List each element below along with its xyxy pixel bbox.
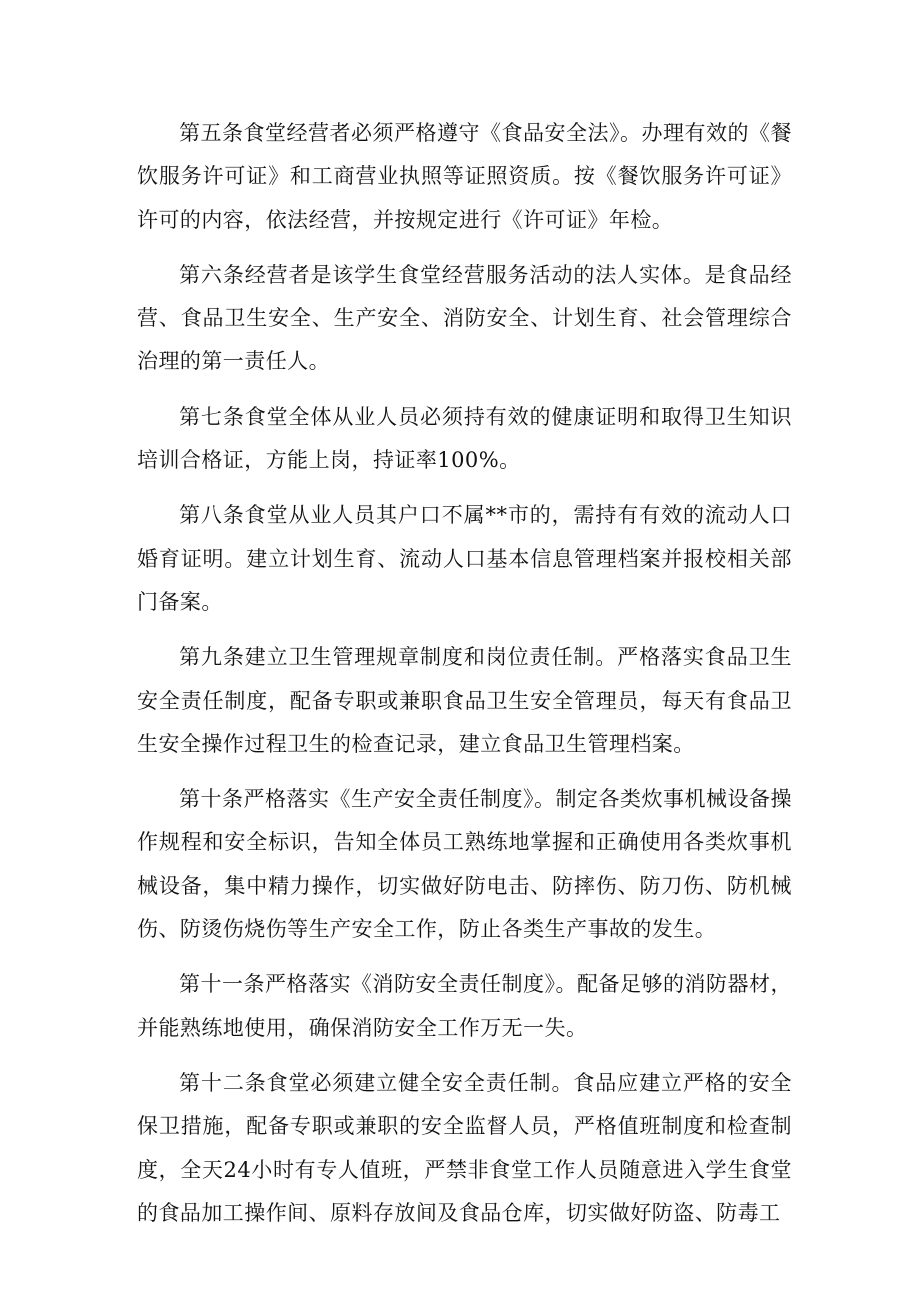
article-5-paragraph: 第五条食堂经营者必须严格遵守《食品安全法》。办理有效的《餐饮服务许可证》和工商营业执照等证照资质。按《餐饮服务许可证》许可的内容，依法经营，并按规定进行《许可证》年检。 [137, 121, 792, 232]
article-11-paragraph: 第十一条严格落实《消防安全责任制度》。配备足够的消防器材，并能熟练地使用，确保消防安全工作万无一失。 [137, 972, 792, 1040]
article-9-paragraph: 第九条建立卫生管理规章制度和岗位责任制。严格落实食品卫生安全责任制度，配备专职或兼职食品卫生安全管理员，每天有食品卫生安全操作过程卫生的检查记录，建立食品卫生管理档案。 [137, 645, 792, 756]
article-6-paragraph: 第六条经营者是该学生食堂经营服务活动的法人实体。是食品经营、食品卫生安全、生产安全、消防安全、计划生育、社会管理综合治理的第一责任人。 [137, 262, 792, 374]
article-12-paragraph: 第十二条食堂必须建立健全安全责任制。食品应建立严格的安全保卫措施，配备专职或兼职的安全监督人员，严格值班制度和检查制度，全天24小时有专人值班，严禁非食堂工作人员随意进入学生食堂的食品加工操作间、原料存放间及食品仓库，切实做好防盗、防毒工 [137, 1070, 792, 1225]
article-7-paragraph: 第七条食堂全体从业人员必须持有效的健康证明和取得卫生知识培训合格证，方能上岗，持证率100%。 [137, 404, 792, 473]
article-10-paragraph: 第十条严格落实《生产安全责任制度》。制定各类炊事机械设备操作规程和安全标识，告知全体员工熟练地掌握和正确使用各类炊事机械设备，集中精力操作，切实做好防电击、防摔伤、防刀伤、防机械伤、防烫伤烧伤等生产安全工作，防止各类生产事故的发生。 [137, 787, 792, 942]
document-body [137, 112, 792, 1247]
article-8-paragraph: 第八条食堂从业人员其户口不属**市的，需持有有效的流动人口婚育证明。建立计划生育、流动人口基本信息管理档案并报校相关部门备案。 [137, 503, 792, 614]
